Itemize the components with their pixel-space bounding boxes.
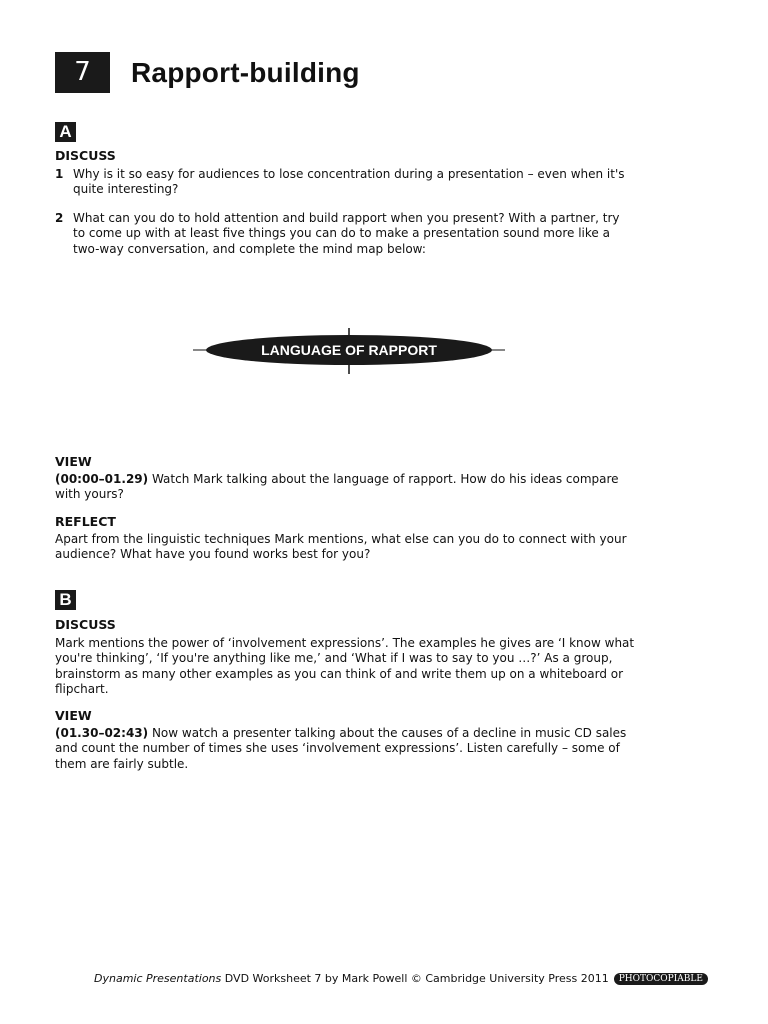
footer-credit: DVD Worksheet 7 by Mark Powell © Cambridge University Press 2011 bbox=[221, 972, 609, 985]
reflect-heading: REFLECT bbox=[55, 514, 116, 529]
question-text: What can you do to hold attention and build rapport when you present? With a partner, try to come up with at least five things you can do to make a presentation sound more like a two-way conversation, and complete the mind map below: bbox=[73, 211, 620, 256]
section-a-view-heading: VIEW bbox=[55, 454, 92, 469]
section-a-discuss-heading: DISCUSS bbox=[55, 148, 116, 163]
unit-number-box: 7 bbox=[55, 52, 110, 93]
question-text: Why is it so easy for audiences to lose concentration during a presentation – even when it's quite interesting? bbox=[73, 167, 625, 197]
page-title: Rapport-building bbox=[131, 57, 360, 88]
section-b-view-text bbox=[55, 726, 635, 772]
section-a-label: A bbox=[55, 122, 76, 142]
reflect-text: Apart from the linguistic techniques Mark mentions, what else can you do to connect with your audience? What have you found works best for you? bbox=[55, 532, 627, 562]
photocopiable-badge: PHOTOCOPIABLE bbox=[614, 973, 708, 985]
section-b-label: B bbox=[55, 590, 76, 610]
question-number: 2 bbox=[55, 211, 64, 225]
section-a-view-text bbox=[55, 472, 635, 503]
mind-map-center-label: LANGUAGE OF RAPPORT bbox=[261, 342, 437, 358]
section-b-discuss-heading: DISCUSS bbox=[55, 617, 116, 632]
view-instructions: Watch Mark talking about the language of rapport. How do his ideas compare with yours? bbox=[55, 472, 619, 502]
section-b-discuss-text: Mark mentions the power of ‘involvement expressions’. The examples he gives are ‘I know what you're thinking’, ‘If you're anything like me,’ and ‘What if I was to say to you …?’ As a group, brainstorm as many other examples as you can think of and write them up on a whiteboard or flipchart. bbox=[55, 636, 635, 696]
view-instructions: Now watch a presenter talking about the causes of a decline in music CD sales and count the number of times she uses ‘involvement expressions’. Listen carefully – some of them are fairly subtle. bbox=[55, 726, 627, 771]
timecode: (01.30–02:43) bbox=[55, 726, 149, 740]
question-number: 1 bbox=[55, 167, 64, 181]
timecode: (00:00–01.29) bbox=[55, 472, 149, 486]
footer bbox=[94, 972, 708, 986]
discuss-question-1 bbox=[55, 167, 635, 198]
section-b-view-heading: VIEW bbox=[55, 708, 92, 723]
mind-map bbox=[0, 320, 768, 380]
footer-title: Dynamic Presentations bbox=[94, 972, 222, 985]
discuss-question-2 bbox=[55, 211, 635, 257]
